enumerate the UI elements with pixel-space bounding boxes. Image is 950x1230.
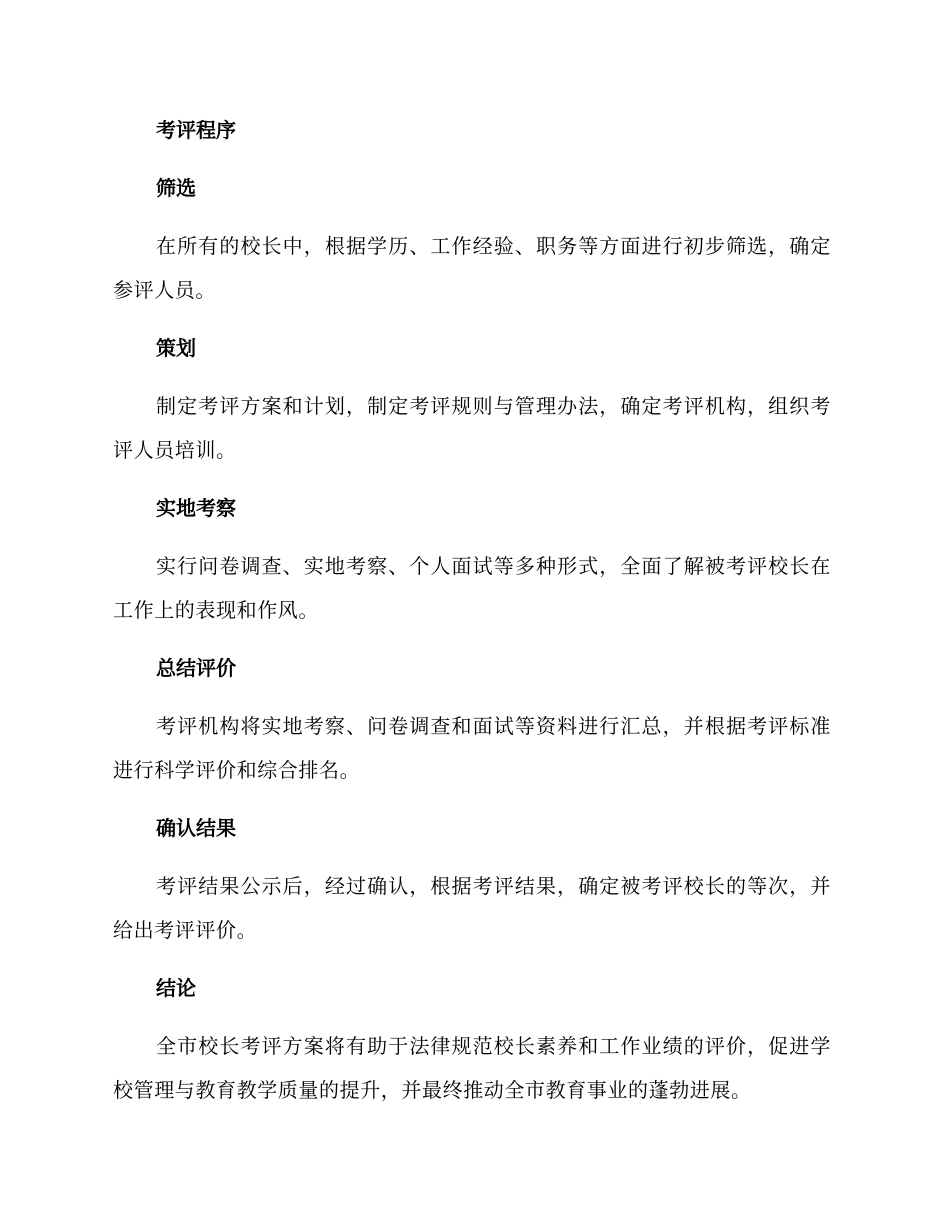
section-heading-planning: 策划 xyxy=(156,336,196,360)
section-heading-summary-evaluation: 总结评价 xyxy=(156,656,236,680)
section-heading-screening: 筛选 xyxy=(156,176,196,200)
section-text-conclusion: 全市校长考评方案将有助于法律规范校长素养和工作业绩的评价，促进学校管理与教育教学质量的提升，并最终推动全市教育事业的蓬勃进展。 xyxy=(113,1034,831,1102)
section-heading-conclusion: 结论 xyxy=(156,976,196,1000)
section-heading-field-inspection: 实地考察 xyxy=(156,496,236,520)
document-page xyxy=(113,108,831,1126)
section-heading-procedure: 考评程序 xyxy=(156,118,236,142)
section-text-confirm-results: 考评结果公示后，经过确认，根据考评结果，确定被考评校长的等次，并给出考评评价。 xyxy=(113,874,831,942)
section-heading-confirm-results: 确认结果 xyxy=(156,816,236,840)
section-text-field-inspection: 实行问卷调查、实地考察、个人面试等多种形式，全面了解被考评校长在工作上的表现和作风。 xyxy=(113,554,831,622)
section-text-screening: 在所有的校长中，根据学历、工作经验、职务等方面进行初步筛选，确定参评人员。 xyxy=(113,234,831,302)
section-text-summary-evaluation: 考评机构将实地考察、问卷调查和面试等资料进行汇总，并根据考评标准进行科学评价和综合排名。 xyxy=(113,714,831,782)
section-text-planning: 制定考评方案和计划，制定考评规则与管理办法，确定考评机构，组织考评人员培训。 xyxy=(113,394,831,462)
